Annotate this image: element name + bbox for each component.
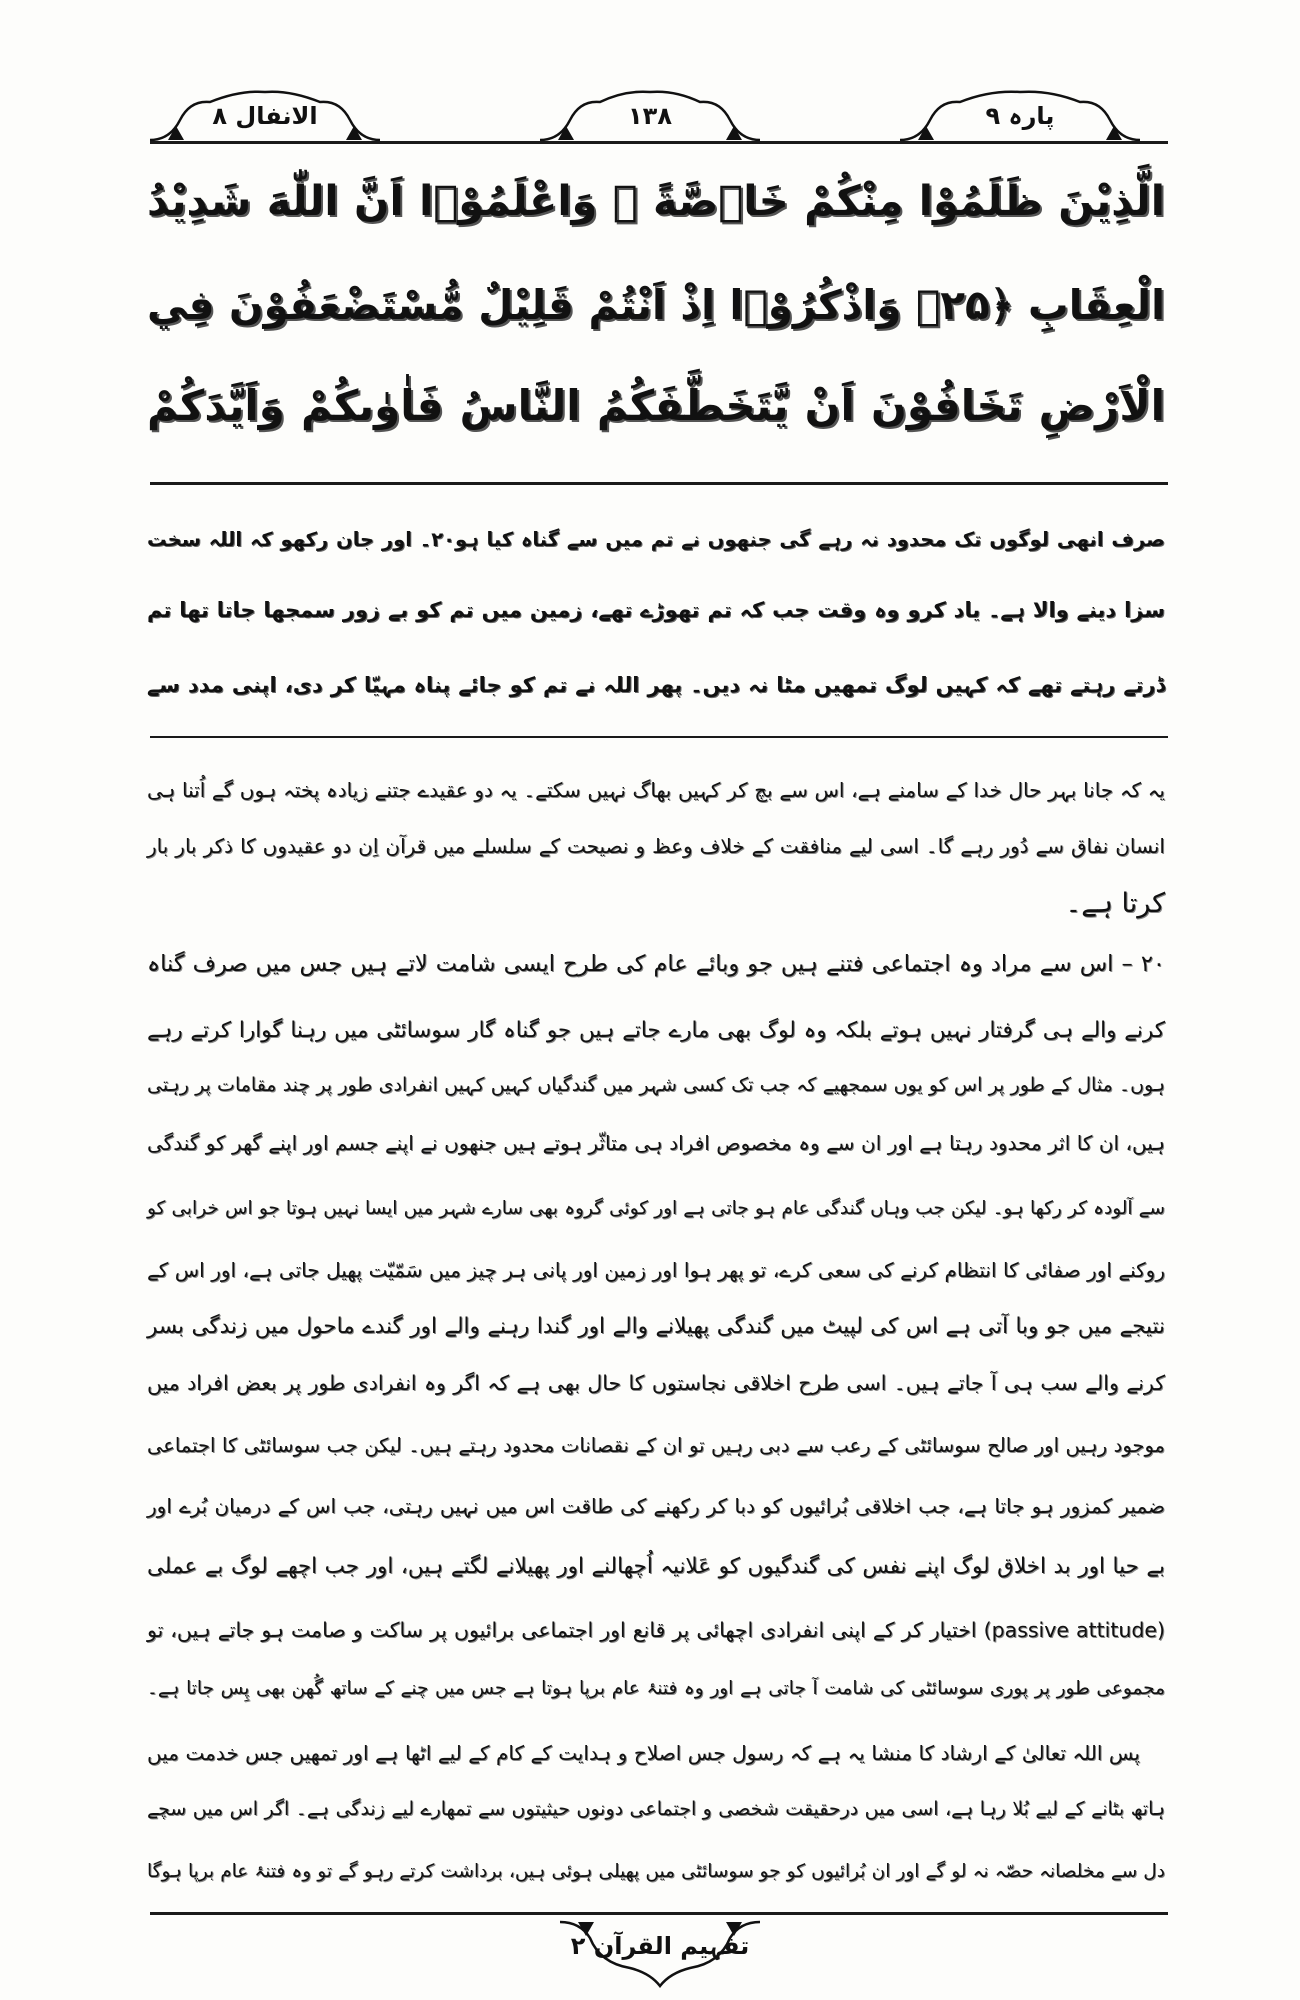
commentary-line: دل سے مخلصانہ حصّہ نہ لو گے اور ان بُرائیوں کو جو سوسائٹی میں پھیلی ہوئی ہیں، برداشت کرتے رہو گے تو وہ فتنۂ عام برپا ہوگا — [147, 1861, 1165, 1882]
book-title-footer — [560, 1918, 760, 1988]
commentary-line: ہوں۔ مثال کے طور پر اس کو یوں سمجھیے کہ جب تک کسی شہر میں گندگیاں کہیں کہیں انفرادی طور پر چند مقامات پر رہتی — [147, 1074, 1165, 1096]
commentary-line: سے آلودہ کر رکھا ہو۔ لیکن جب وہاں گندگی عام ہو جاتی ہے اور کوئی گروہ بھی سارے شہر میں ایسا نہیں ہوتا جو اس خرابی کو — [147, 1198, 1165, 1219]
commentary-line: کرنے والے سب ہی آ جاتے ہیں۔ اسی طرح اخلاقی نجاستوں کا حال بھی ہے کہ اگر وہ انفرادی طور پر بعض افراد میں — [147, 1371, 1165, 1395]
commentary-line: پس اللہ تعالیٰ کے ارشاد کا منشا یہ ہے کہ رسول جس اصلاح و ہدایت کے کام کے لیے اٹھا ہے اور تمھیں جس خدمت میں — [147, 1741, 1140, 1765]
commentary-line: کرتا ہے۔ — [1065, 888, 1165, 919]
commentary-line: ہاتھ بٹانے کے لیے بُلا رہا ہے، اسی میں درحقیقت شخصی و اجتماعی دونوں حیثیتوں سے تمھارے لیے زندگی ہے۔ اگر اس میں سچے — [147, 1798, 1165, 1820]
surah-name: الانفال ۸ — [212, 102, 318, 130]
commentary-line: مجموعی طور پر پوری سوسائٹی کی شامت آ جاتی ہے اور وہ فتنۂ عام برپا ہوتا ہے جس میں چنے کے ساتھ گُھن بھی پِس جاتا ہے۔ — [147, 1678, 1165, 1699]
para-number: پارہ ۹ — [985, 102, 1055, 130]
translation-line: سزا دینے والا ہے۔ یاد کرو وہ وقت جب کہ تم تھوڑے تھے، زمین میں تم کو بے زور سمجھا جاتا تھا تم — [147, 598, 1165, 622]
commentary-line: (passive attitude) اختیار کر کے اپنی انفرادی اچھائی پر قانع اور اجتماعی برائیوں پر ساکت و صامت ہو جاتے ہیں، تو — [147, 1618, 1165, 1642]
commentary-line: ضمیر کمزور ہو جاتا ہے، جب اخلاقی بُرائیوں کو دبا کر رکھنے کی طاقت اس میں نہیں رہتی، جب اس کے درمیان بُرے اور — [147, 1494, 1165, 1518]
header-divider — [150, 141, 1168, 144]
page-number-header — [540, 90, 760, 142]
commentary-line: نتیجے میں جو وبا آتی ہے اس کی لپیٹ میں گندگی پھیلانے والے اور گندا رہنے والے اور گندے ماحول میں زندگی بسر — [147, 1314, 1165, 1339]
commentary-line: یہ کہ جانا بہر حال خدا کے سامنے ہے، اس سے بچ کر کہیں بھاگ نہیں سکتے۔ یہ دو عقیدے جتنے زیادہ پختہ ہوں گے اُتنا ہی — [147, 778, 1165, 802]
quran-verse-line: الْعِقَابِ ﴿۲۵﴾ وَاذْكُرُوْۤا اِذْ اَنْتُمْ قَلِيْلٌ مُّسْتَضْعَفُوْنَ فِي — [147, 281, 1165, 329]
quran-divider — [150, 482, 1168, 485]
commentary-line: روکنے اور صفائی کا انتظام کرنے کی سعی کرے، تو پھر ہوا اور زمین اور پانی ہر چیز میں سَمّیّت پھیل جاتی ہے، اور اس کے — [147, 1258, 1165, 1282]
surah-header — [150, 90, 380, 142]
page-number: ۱۳۸ — [628, 102, 672, 130]
commentary-line: موجود رہیں اور صالح سوسائٹی کے رعب سے دبی رہیں تو ان کے نقصانات محدود رہتے ہیں۔ لیکن جب سوسائٹی کا اجتماعی — [147, 1434, 1165, 1457]
para-header — [900, 90, 1140, 142]
translation-divider — [150, 736, 1168, 738]
commentary-line: ۲۰ – اس سے مراد وہ اجتماعی فتنے ہیں جو وبائے عام کی طرح ایسی شامت لاتے ہیں جس میں صرف گناہ — [147, 951, 1165, 977]
quran-verse-line: الَّذِيْنَ ظَلَمُوْا مِنْكُمْ خَاۤصَّةً ۚ وَاعْلَمُوْۤا اَنَّ اللّٰهَ شَدِيْدُ — [147, 176, 1165, 225]
quran-verse-line: الْاَرْضِ تَخَافُوْنَ اَنْ يَّتَخَطَّفَكُمُ النَّاسُ فَاٰوٰىكُمْ وَاَيَّدَكُمْ — [147, 381, 1165, 430]
commentary-line: انسان نفاق سے دُور رہے گا۔ اسی لیے منافقت کے خلاف وعظ و نصیحت کے سلسلے میں قرآن اِن دو عقیدوں کا ذکر بار بار — [147, 834, 1165, 858]
commentary-line: ہیں، ان کا اثر محدود رہتا ہے اور ان سے وہ مخصوص افراد ہی متاثّر ہوتے ہیں جنھوں نے اپنے جسم اور اپنے گھر کو گندگی — [147, 1131, 1165, 1155]
footer-divider — [150, 1912, 1168, 1915]
commentary-line: کرنے والے ہی گرفتار نہیں ہوتے بلکہ وہ لوگ بھی مارے جاتے ہیں جو گناہ گار سوسائٹی میں رہنا گوارا کرتے رہے — [147, 1018, 1165, 1043]
book-title: تفہیم القرآن ۲ — [570, 1932, 750, 1960]
commentary-line: بے حیا اور بد اخلاق لوگ اپنے نفس کی گندگیوں کو عَلانیہ اُچھالنے اور پھیلانے لگتے ہیں، اور جب اچھے لوگ بے عملی — [147, 1554, 1165, 1579]
translation-line: صرف انھی لوگوں تک محدود نہ رہے گی جنھوں نے تم میں سے گناہ کیا ہو۲۰۔ اور جان رکھو کہ اللہ سخت — [147, 528, 1165, 551]
translation-line: ڈرتے رہتے تھے کہ کہیں لوگ تمھیں مٹا نہ دیں۔ پھر اللہ نے تم کو جائے پناہ مہیّا کر دی، اپنی مدد سے — [147, 673, 1165, 697]
